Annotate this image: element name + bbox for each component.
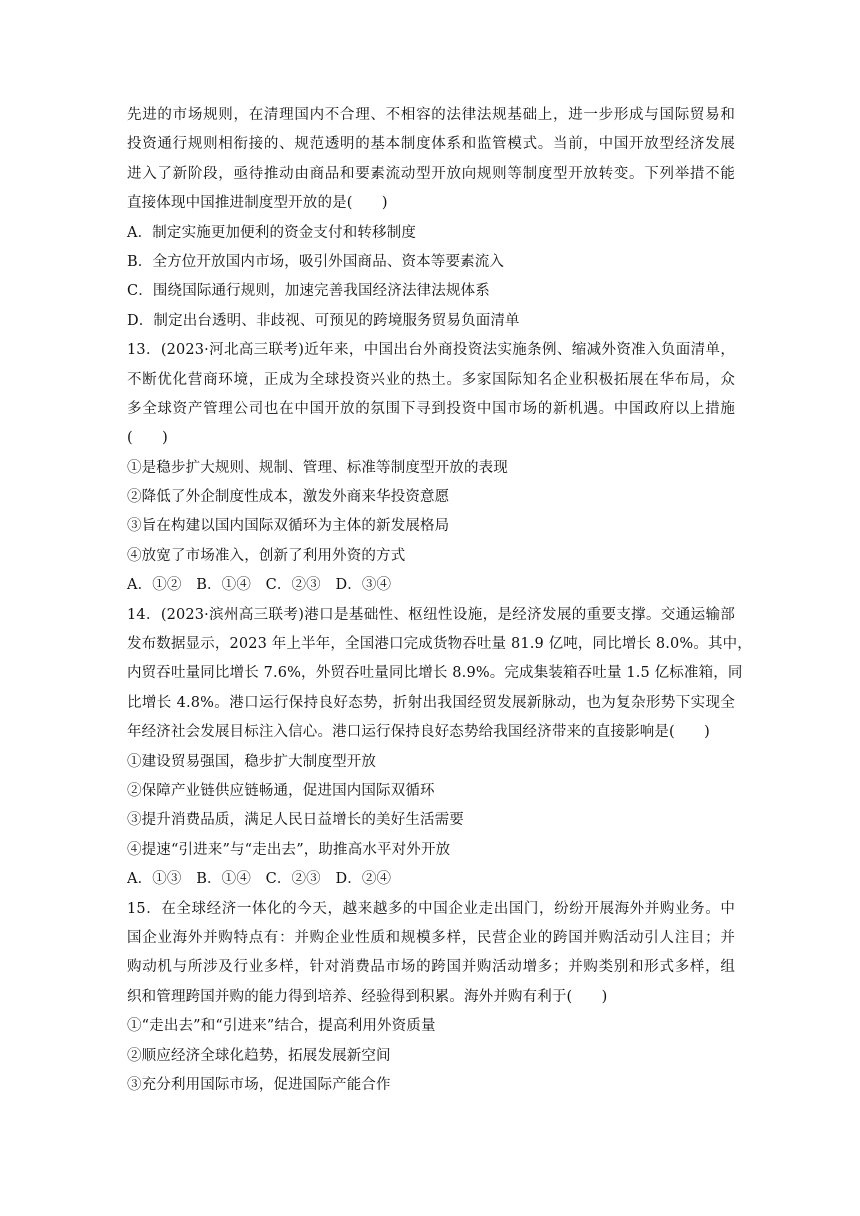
text-line: 购动机与所涉及行业多样，针对消费品市场的跨国并购活动增多；并购类别和形式多样，组 bbox=[127, 959, 735, 976]
answer-options: A．①③ B．①④ C．②③ D．②④ bbox=[127, 871, 392, 888]
text-line: 多全球资产管理公司也在中国开放的氛围下寻到投资中国市场的新机遇。中国政府以上措施 bbox=[127, 400, 735, 417]
text-line: 直接体现中国推进制度型开放的是( ) bbox=[127, 195, 388, 212]
statement-1: ①建设贸易强国，稳步扩大制度型开放 bbox=[127, 753, 377, 770]
text-line: 不断优化营商环境，正成为全球投资兴业的热土。多家国际知名企业积极拓展在华布局，众 bbox=[127, 371, 735, 388]
document-page bbox=[127, 101, 752, 1100]
statement-3: ③提升消费品质，满足人民日益增长的美好生活需要 bbox=[127, 812, 464, 829]
text-line: 先进的市场规则，在清理国内不合理、不相容的法律法规基础上，进一步形成与国际贸易和 bbox=[127, 107, 735, 123]
text-line: 进入了新阶段，亟待推动由商品和要素流动型开放向规则等制度型开放转变。下列举措不能 bbox=[127, 165, 735, 182]
statement-1: ①“走出去”和“引进来”结合，提高利用外资质量 bbox=[127, 1018, 436, 1035]
text-line: 投资通行规则相衔接的、规范透明的基本制度体系和监管模式。当前，中国开放型经济发展 bbox=[127, 136, 735, 153]
question-14-stem: 14．(2023·滨州高三联考)港口是基础性、枢纽性设施，是经济发展的重要支撑。交通运输部 bbox=[127, 606, 735, 623]
statement-2: ②保障产业链供应链畅通，促进国内国际双循环 bbox=[127, 782, 435, 799]
text-line: 国企业海外并购特点有：并购企业性质和规模多样，民营企业的跨国并购活动引人注目；并 bbox=[127, 929, 735, 946]
question-13-stem: 13．(2023·河北高三联考)近年来，中国出台外商投资法实施条例、缩减外资准入负面清单， bbox=[127, 342, 735, 359]
text-line: 织和管理跨国并购的能力得到培养、经验得到积累。海外并购有利于( ) bbox=[127, 988, 608, 1005]
statement-1: ①是稳步扩大规则、规制、管理、标准等制度型开放的表现 bbox=[127, 459, 508, 476]
statement-3: ③充分利用国际市场，促进国际产能合作 bbox=[127, 1076, 391, 1093]
text-line: 发布数据显示，2023 年上半年，全国港口完成货物吞吐量 81.9 亿吨，同比增长 8.0%。其中， bbox=[127, 636, 752, 653]
text-line: 内贸吞吐量同比增长 7.6%，外贸吞吐量同比增长 8.9%。完成集装箱吞吐量 1.5 亿标准箱，同 bbox=[127, 665, 743, 682]
text-line: ( ) bbox=[127, 430, 168, 447]
answer-options: A．①② B．①④ C．②③ D．③④ bbox=[127, 577, 392, 594]
statement-4: ④提速“引进来”与“走出去”，助推高水平对外开放 bbox=[127, 841, 451, 858]
statement-4: ④放宽了市场准入，创新了利用外资的方式 bbox=[127, 547, 406, 564]
question-15-stem: 15．在全球经济一体化的今天，越来越多的中国企业走出国门，纷纷开展海外并购业务。中 bbox=[127, 900, 735, 917]
option-c: C．围绕国际通行规则，加速完善我国经济法律法规体系 bbox=[127, 283, 490, 300]
text-line: 比增长 4.8%。港口运行保持良好态势，折射出我国经贸发展新脉动，也为复杂形势下实现全 bbox=[127, 694, 735, 711]
statement-2: ②顺应经济全球化趋势，拓展发展新空间 bbox=[127, 1047, 391, 1064]
option-b: B．全方位开放国内市场，吸引外国商品、资本等要素流入 bbox=[127, 253, 505, 270]
option-a: A．制定实施更加便利的资金支付和转移制度 bbox=[127, 224, 416, 241]
option-d: D．制定出台透明、非歧视、可预见的跨境服务贸易负面清单 bbox=[127, 312, 520, 329]
statement-2: ②降低了外企制度性成本，激发外商来华投资意愿 bbox=[127, 489, 450, 506]
text-line: 年经济社会发展目标注入信心。港口运行保持良好态势给我国经济带来的直接影响是( ) bbox=[127, 724, 710, 741]
statement-3: ③旨在构建以国内国际双循环为主体的新发展格局 bbox=[127, 518, 450, 535]
